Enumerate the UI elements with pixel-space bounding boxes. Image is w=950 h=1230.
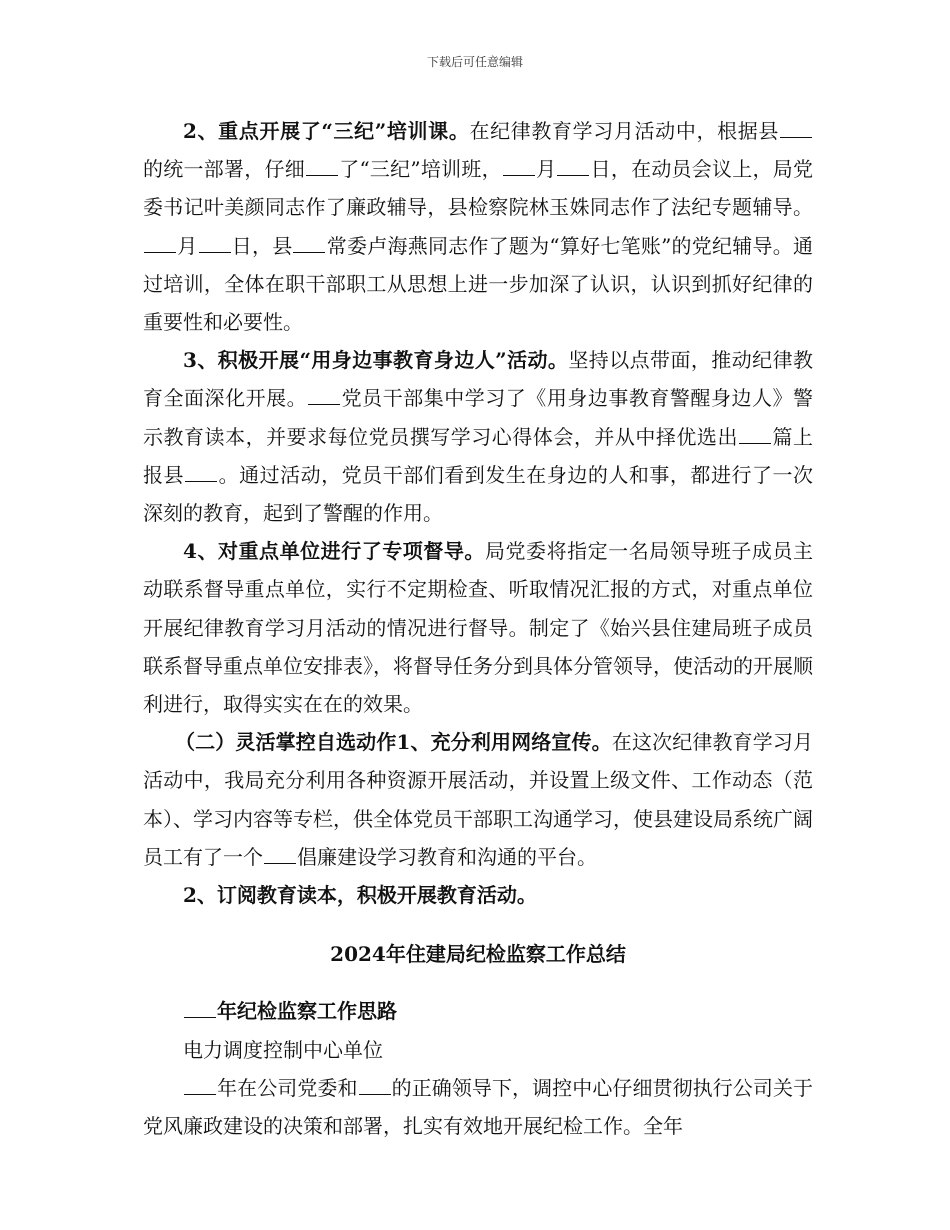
paragraph-supervision [143,532,813,723]
text-segment: 。通过活动，党员干部们看到发生在身边的人和事，都进行了一次深刻的教育，起到了警醒的作用。 [143,462,814,526]
paragraph-activity [143,341,813,532]
blank-line [780,118,812,138]
paragraph-lead: 2、订阅教育读本，积极开展教育活动。 [183,883,537,908]
section-heading [143,992,813,1030]
unit-line: 电力调度控制中心单位 [183,1037,383,1062]
text-segment: 在纪律教育学习月活动中，根据县 [469,119,779,143]
text-segment: 坚持以点带面，推动纪律教育全面深化开展。 [143,348,813,411]
text-segment: 月 [177,233,198,258]
text-segment: 日，县 [231,233,293,258]
paragraph-summary [143,1069,813,1145]
blank-line [359,1075,391,1095]
text-segment: 局党委将指定一名局领导班子成员主动联系督导重点单位，实行不定期检查、听取情况汇报的方式，对重点单位开展纪律教育学习月活动的情况进行督导。制定了《始兴县住建局班子成员联系督导重点单位安排表》，将督导任务分到具体分管领导，使活动的开展顺利进行，取得实实在在的效果。 [143,539,814,717]
paragraph-network [143,723,813,876]
text-segment: 在这次纪律教育学习月活动中，我局充分利用各种资源开展活动，并设置上级文件、工作动态（范本）、学习内容等专栏，供全体党员干部职工沟通学习，使县建设局系统广阔员工有了一个 [143,730,813,869]
text-segment: 日，在动员会议上，局党委书记叶美颜同志作了廉政辅导，县检察院林玉姝同志作了法纪专题辅导。 [143,157,814,220]
text-segment: 月 [535,157,557,182]
blank-line [199,233,231,253]
text-segment: 的正确领导下，调控中心仔细贯彻执行公司关于党风廉政建设的决策和部署，扎实有效地开展纪检工作。全年 [143,1075,814,1139]
text-segment: 常委卢海燕同志作了题为“算好七笔账”的党纪辅导。通过培训，全体在职干部职工从思想上进一步加深了认识，认识到抓好纪律的重要性和必要性。 [143,233,814,335]
blank-line [739,424,771,444]
paragraph-lead: 4、对重点单位进行了专项督导。 [183,539,485,564]
blank-line [184,998,216,1018]
text-segment: 篇上报县 [143,424,814,487]
text-segment: 党员干部集中学习了《用身边事教育警醒身边人》警示教育读本，并要求每位党员撰写学习心得体会，并从中择优选出 [143,386,814,449]
text-segment: 的统一部署，仔细 [143,157,305,182]
blank-line [503,156,535,176]
blank-line [264,844,296,864]
blank-line [184,1075,216,1095]
text-segment: 年在公司党委和 [217,1075,358,1100]
paragraph-lead: （二）灵活掌控自选动作1、充分利用网络宣传。 [175,730,612,755]
paragraph-lead: 3、积极开展“用身边事教育身边人”活动。 [183,348,569,373]
paragraph-training [143,112,813,341]
blank-line [557,156,589,176]
paragraph-readers [143,876,813,914]
blank-line [293,233,325,253]
text-segment: 了“三纪”培训班， [338,157,502,182]
section-heading-text: 年纪检监察工作思路 [217,999,397,1024]
blank-line [306,156,338,176]
blank-line [185,462,217,482]
document-body [143,112,813,1145]
page-header: 下载后可任意编辑 [426,55,523,69]
paragraph-lead: 2、重点开展了“三纪”培训课。 [183,119,470,143]
blank-line [308,385,340,405]
blank-line [144,233,176,253]
document-title: 2024年住建局纪检监察工作总结 [330,942,626,967]
text-segment: 倡廉建设学习教育和沟通的平台。 [297,844,597,869]
